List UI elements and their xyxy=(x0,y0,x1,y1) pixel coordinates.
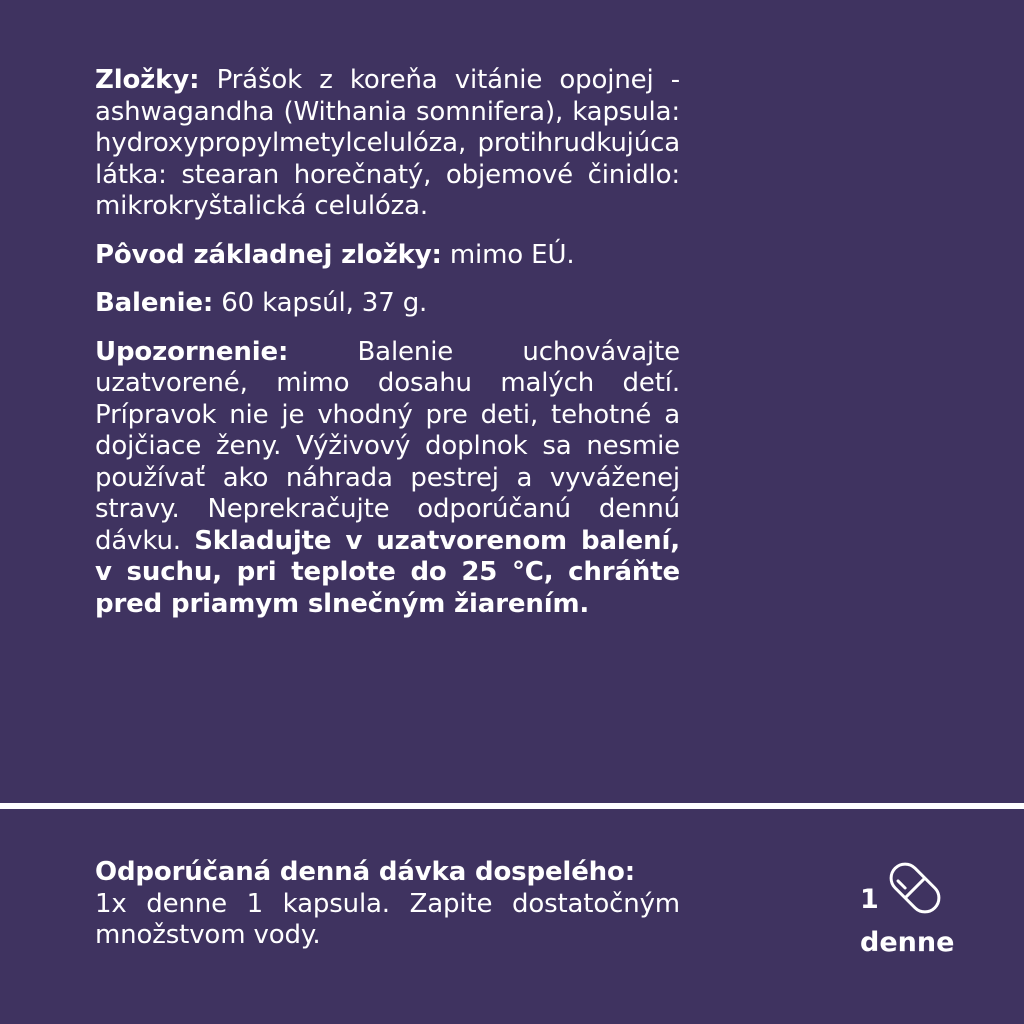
dosage-paragraph xyxy=(95,857,680,952)
warning-paragraph xyxy=(95,337,680,621)
origin-paragraph xyxy=(95,240,680,272)
composition-label: Zložky: xyxy=(95,65,200,95)
capsule-icon xyxy=(884,855,946,921)
product-info xyxy=(95,65,680,637)
dose-count: 1 xyxy=(860,884,879,915)
dosage-label: Odporúčaná denná dávka dospelého: xyxy=(95,857,635,887)
package-paragraph xyxy=(95,288,680,320)
warning-text: Balenie uchovávajte uzatvorené, mimo dosahu malých detí. Prípravok nie je vhodný pre deti, tehotné a dojčiace ženy. Výživový doplnok sa nesmie používať ako náhrada pestrej a vyváženej stravy. Neprekračujte odporúčanú dennú dávku. xyxy=(95,336,680,556)
package-text: 60 kapsúl, 37 g. xyxy=(213,288,428,318)
warning-label: Upozornenie: xyxy=(95,336,289,367)
dose-badge xyxy=(858,855,968,965)
composition-paragraph xyxy=(95,65,680,223)
origin-label: Pôvod základnej zložky: xyxy=(95,239,442,270)
section-divider xyxy=(0,803,1024,809)
origin-text: mimo EÚ. xyxy=(441,239,575,270)
dosage-info xyxy=(95,857,680,952)
dose-unit: denne xyxy=(860,927,955,958)
storage-text: Skladujte v uzatvorenom balení, v suchu, pri teplote do 25 °C, chráňte pred priamym slnečným žiarením. xyxy=(95,525,680,619)
composition-text: Prášok z koreňa vitánie opojnej - ashwagandha (Withania somnifera), kapsula: hydroxypropylmetylcelulóza, protihrudkujúca látka: stearan horečnatý, objemové činidlo: mikrokryštalická celulóza. xyxy=(95,65,680,221)
dosage-text: 1x denne 1 kapsula. Zapite dostatočným množstvom vody. xyxy=(95,888,680,950)
package-label: Balenie: xyxy=(95,288,214,318)
